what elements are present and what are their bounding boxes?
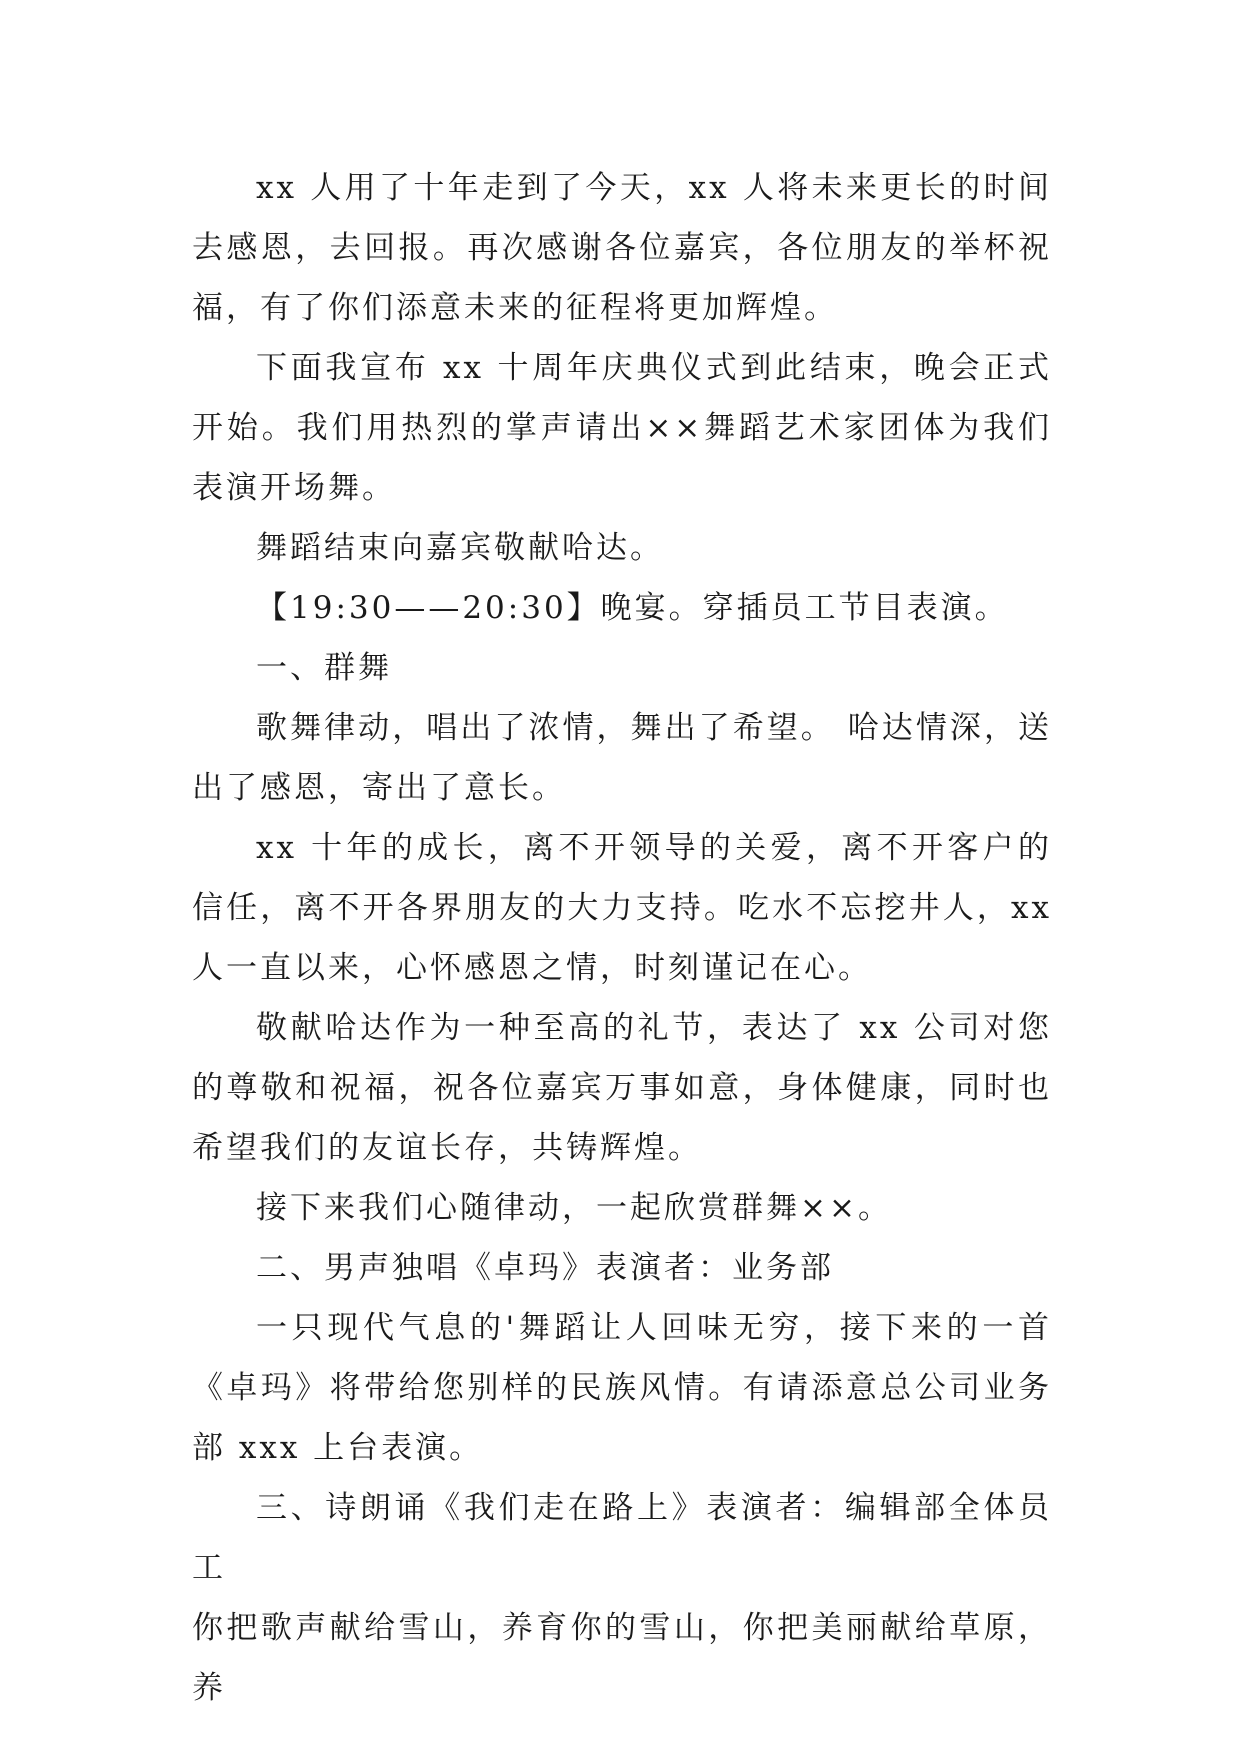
paragraph-4: 【19:30——20:30】晚宴。穿插员工节目表演。 [256,590,1009,626]
paragraph-1: xx 人用了十年走到了今天，xx 人将未来更长的时间去感恩，去回报。再次感谢各位嘉宾，各位朋友的举杯祝福，有了你们添意未来的征程将更加辉煌。 [192,170,1052,326]
document-body [192,158,1052,1718]
paragraph-2: 下面我宣布 xx 十周年庆典仪式到此结束，晚会正式开始。我们用热烈的掌声请出××舞蹈艺术家团体为我们表演开场舞。 [192,350,1052,506]
paragraph-7: 敬献哈达作为一种至高的礼节，表达了 xx 公司对您的尊敬和祝福，祝各位嘉宾万事如意，身体健康，同时也希望我们的友谊长存，共铸辉煌。 [192,1010,1052,1166]
section-heading-2: 二、男声独唱《卓玛》表演者：业务部 [256,1250,834,1286]
paragraph-8: 接下来我们心随律动，一起欣赏群舞××。 [256,1190,892,1226]
paragraph-3: 舞蹈结束向嘉宾敬献哈达。 [256,530,664,566]
paragraph-10: 你把歌声献给雪山，养育你的雪山，你把美丽献给草原，养 [192,1610,1052,1706]
paragraph-6: xx 十年的成长，离不开领导的关爱，离不开客户的信任，离不开各界朋友的大力支持。吃水不忘挖井人，xx 人一直以来，心怀感恩之情，时刻谨记在心。 [192,830,1052,986]
paragraph-5: 歌舞律动，唱出了浓情，舞出了希望。 哈达情深，送出了感恩，寄出了意长。 [192,710,1052,806]
section-heading-3: 三、诗朗诵《我们走在路上》表演者：编辑部全体员工 [192,1490,1052,1586]
section-heading-1: 一、群舞 [256,650,392,686]
paragraph-9: 一只现代气息的'舞蹈让人回味无穷，接下来的一首《卓玛》将带给您别样的民族风情。有请添意总公司业务部 xxx 上台表演。 [192,1310,1052,1466]
